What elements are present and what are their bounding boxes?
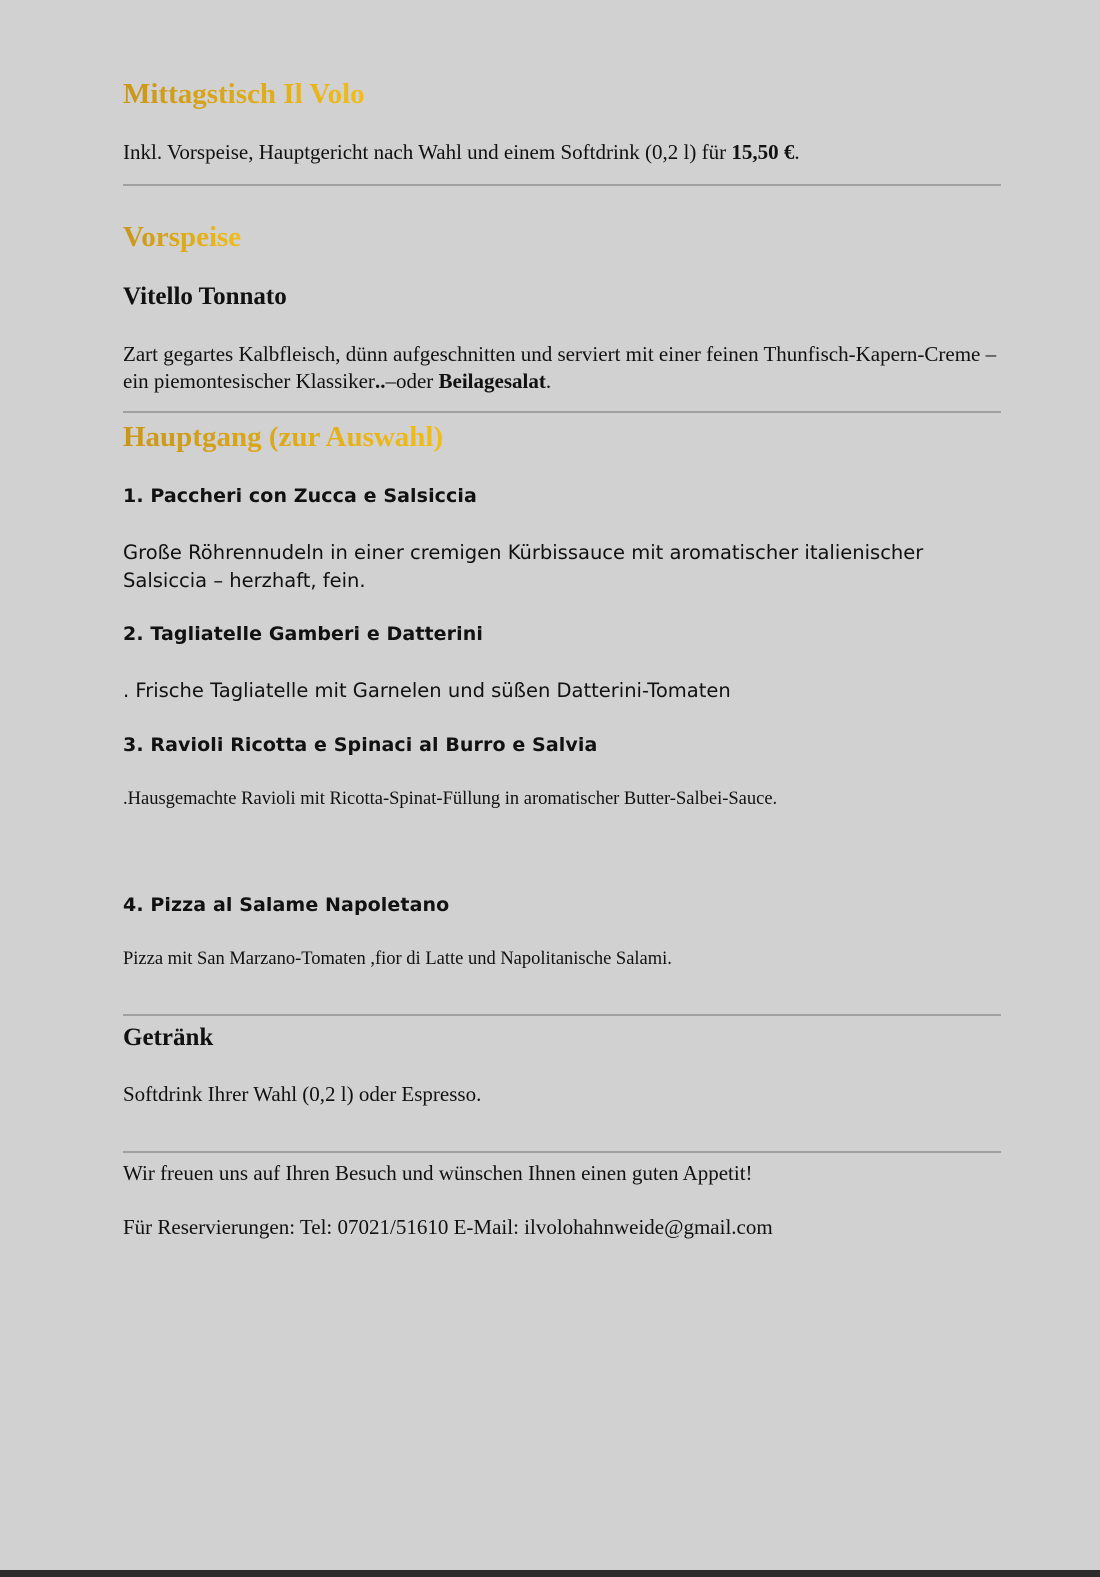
main-dish-1-name: 1. Paccheri con Zucca e Salsiccia	[123, 485, 477, 507]
main-dish-3-description: .Hausgemachte Ravioli mit Ricotta-Spinat-Füllung in aromatischer Butter-Salbei-Sauce.	[123, 789, 778, 809]
main-dish-4-description: Pizza mit San Marzano-Tomaten ,fior di Latte und Napolitanische Salami.	[123, 949, 672, 969]
starter-description	[123, 341, 1001, 395]
intro-text-end: .	[794, 140, 800, 164]
divider	[123, 184, 1001, 186]
intro-text-main: Inkl. Vorspeise, Hauptgericht nach Wahl und einem Softdrink (0,2 l) für	[123, 140, 732, 164]
starter-description-text: Zart gegartes Kalbfleisch, dünn aufgeschnitten und serviert mit einer feinen Thunfisch-Kapern-Creme – ein piemontesischer Klassiker	[123, 342, 997, 393]
divider	[123, 1014, 1001, 1016]
main-dish-2-description: . Frische Tagliatelle mit Garnelen und süßen Datterini-Tomaten	[123, 679, 731, 702]
footer-greeting: Wir freuen uns auf Ihren Besuch und wünschen Ihnen einen guten Appetit!	[123, 1161, 753, 1185]
drink-description: Softdrink Ihrer Wahl (0,2 l) oder Espresso.	[123, 1082, 482, 1106]
section-heading-drink: Getränk	[123, 1024, 214, 1051]
section-heading-main-course: Hauptgang (zur Auswahl)	[123, 421, 444, 453]
footer-contact: Für Reservierungen: Tel: 07021/51610 E-Mail: ilvolohahnweide@gmail.com	[123, 1215, 773, 1239]
starter-dish-name: Vitello Tonnato	[123, 283, 287, 310]
main-dish-2-name: 2. Tagliatelle Gamberi e Datterini	[123, 623, 483, 645]
section-heading-starter: Vorspeise	[123, 221, 242, 253]
intro-price: 15,50 €	[731, 140, 795, 164]
page-title: Mittagstisch Il Volo	[123, 78, 365, 110]
main-dish-1-description: Große Röhrennudeln in einer cremigen Kürbissauce mit aromatischer italienischer Salsiccia – herzhaft, fein.	[123, 541, 924, 592]
starter-description-mid: –oder	[385, 369, 439, 393]
main-dish-3-name: 3. Ravioli Ricotta e Spinaci al Burro e Salvia	[123, 734, 598, 756]
intro-text	[123, 140, 800, 165]
starter-description-bold: Beilagesalat	[438, 369, 546, 393]
starter-description-end: .	[545, 369, 552, 393]
starter-description-dots: ..	[374, 369, 386, 393]
main-dish-4-name: 4. Pizza al Salame Napoletano	[123, 894, 450, 916]
bottom-bar	[0, 1570, 1100, 1577]
divider	[123, 411, 1001, 413]
divider	[123, 1151, 1001, 1153]
